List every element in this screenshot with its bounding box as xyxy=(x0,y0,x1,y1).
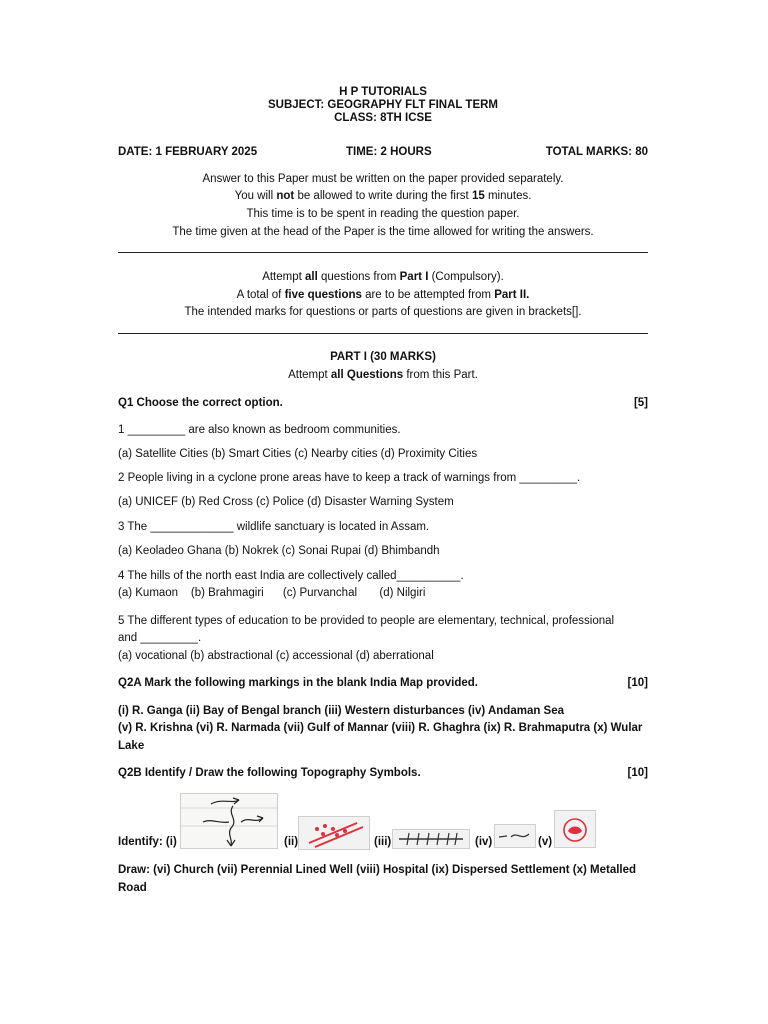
topo-symbol-image-ii xyxy=(298,816,370,850)
divider xyxy=(118,252,648,253)
identify-label: Identify: (i) xyxy=(118,836,177,848)
draw-items: Road xyxy=(118,882,147,894)
total-marks: TOTAL MARKS: 80 xyxy=(545,146,648,158)
q2b-marks: [10] xyxy=(627,767,648,779)
question-options: (a) vocational (b) abstractional (c) accessional (d) aberrational xyxy=(118,650,434,662)
topo-symbol-image-i xyxy=(180,793,278,849)
q2a-heading: Q2A Mark the following markings in the blank India Map provided. xyxy=(118,677,478,689)
instruction-line: A total of five questions are to be attempted from Part II. xyxy=(236,289,530,301)
topo-symbol-image-v xyxy=(554,810,596,848)
instruction-line: Attempt all questions from Part I (Compulsory). xyxy=(262,271,504,283)
question-text: 2 People living in a cyclone prone areas have to keep a track of warnings from _________. xyxy=(118,472,581,484)
q2a-items: (i) R. Ganga (ii) Bay of Bengal branch (iii) Western disturbances (iv) Andaman Sea xyxy=(118,705,565,717)
question-text-continued: and _________. xyxy=(118,632,202,644)
draw-items: Draw: (vi) Church (vii) Perennial Lined Well (viii) Hospital (ix) Dispersed Settlement (x) Metalled xyxy=(118,864,637,876)
q2a-marks: [10] xyxy=(627,677,648,689)
symbol-label: (iv) xyxy=(475,836,493,848)
instruction-line: This time is to be spent in reading the question paper. xyxy=(246,208,520,220)
part-subtitle: Attempt all Questions from this Part. xyxy=(288,369,478,381)
question-options: (a) Keoladeo Ghana (b) Nokrek (c) Sonai Rupai (d) Bhimbandh xyxy=(118,545,440,557)
q1-heading: Q1 Choose the correct option. xyxy=(118,397,283,409)
question-options: (a) Kumaon (b) Brahmagiri (c) Purvanchal (d) Nilgiri xyxy=(118,587,426,599)
topo-symbol-image-iii xyxy=(392,829,470,849)
q2a-items: Lake xyxy=(118,740,145,752)
instruction-line: The intended marks for questions or parts of questions are given in brackets[]. xyxy=(184,306,582,318)
instruction-line: The time given at the head of the Paper is the time allowed for writing the answers. xyxy=(172,226,594,238)
instruction-line: Answer to this Paper must be written on the paper provided separately. xyxy=(202,173,564,185)
divider xyxy=(118,333,648,334)
q2a-items: (v) R. Krishna (vi) R. Narmada (vii) Gulf of Mannar (viii) R. Ghaghra (ix) R. Brahmaputra (x) Wular xyxy=(118,722,643,734)
symbol-label: (v) xyxy=(538,836,553,848)
institute-name: H P TUTORIALS xyxy=(339,86,427,98)
q2b-heading: Q2B Identify / Draw the following Topography Symbols. xyxy=(118,767,421,779)
q1-marks: [5] xyxy=(633,397,648,409)
time-line: TIME: 2 HOURS xyxy=(346,146,432,158)
instruction-line: You will not be allowed to write during the first 15 minutes. xyxy=(234,190,532,202)
question-options: (a) Satellite Cities (b) Smart Cities (c) Nearby cities (d) Proximity Cities xyxy=(118,448,478,460)
subject-line: SUBJECT: GEOGRAPHY FLT FINAL TERM xyxy=(267,99,498,111)
question-text: 5 The different types of education to be provided to people are elementary, technical, professional xyxy=(118,615,615,627)
symbol-label: (ii) xyxy=(284,836,299,848)
question-options: (a) UNICEF (b) Red Cross (c) Police (d) Disaster Warning System xyxy=(118,496,454,508)
symbol-label: (iii) xyxy=(374,836,392,848)
question-text: 1 _________ are also known as bedroom communities. xyxy=(118,424,401,436)
topo-symbol-image-iv xyxy=(494,824,536,848)
question-text: 3 The _____________ wildlife sanctuary is located in Assam. xyxy=(118,521,430,533)
class-line: CLASS: 8TH ICSE xyxy=(334,112,432,124)
river-symbol-icon xyxy=(181,794,277,848)
railway-line-symbol-icon xyxy=(393,830,469,848)
question-text: 4 The hills of the north east India are collectively called__________. xyxy=(118,570,464,582)
date-line: DATE: 1 FEBRUARY 2025 xyxy=(118,146,258,158)
red-dots-symbol-icon xyxy=(299,817,369,849)
part-title: PART I (30 MARKS) xyxy=(330,351,436,363)
red-circle-symbol-icon xyxy=(555,811,595,847)
cart-track-symbol-icon xyxy=(495,825,535,847)
